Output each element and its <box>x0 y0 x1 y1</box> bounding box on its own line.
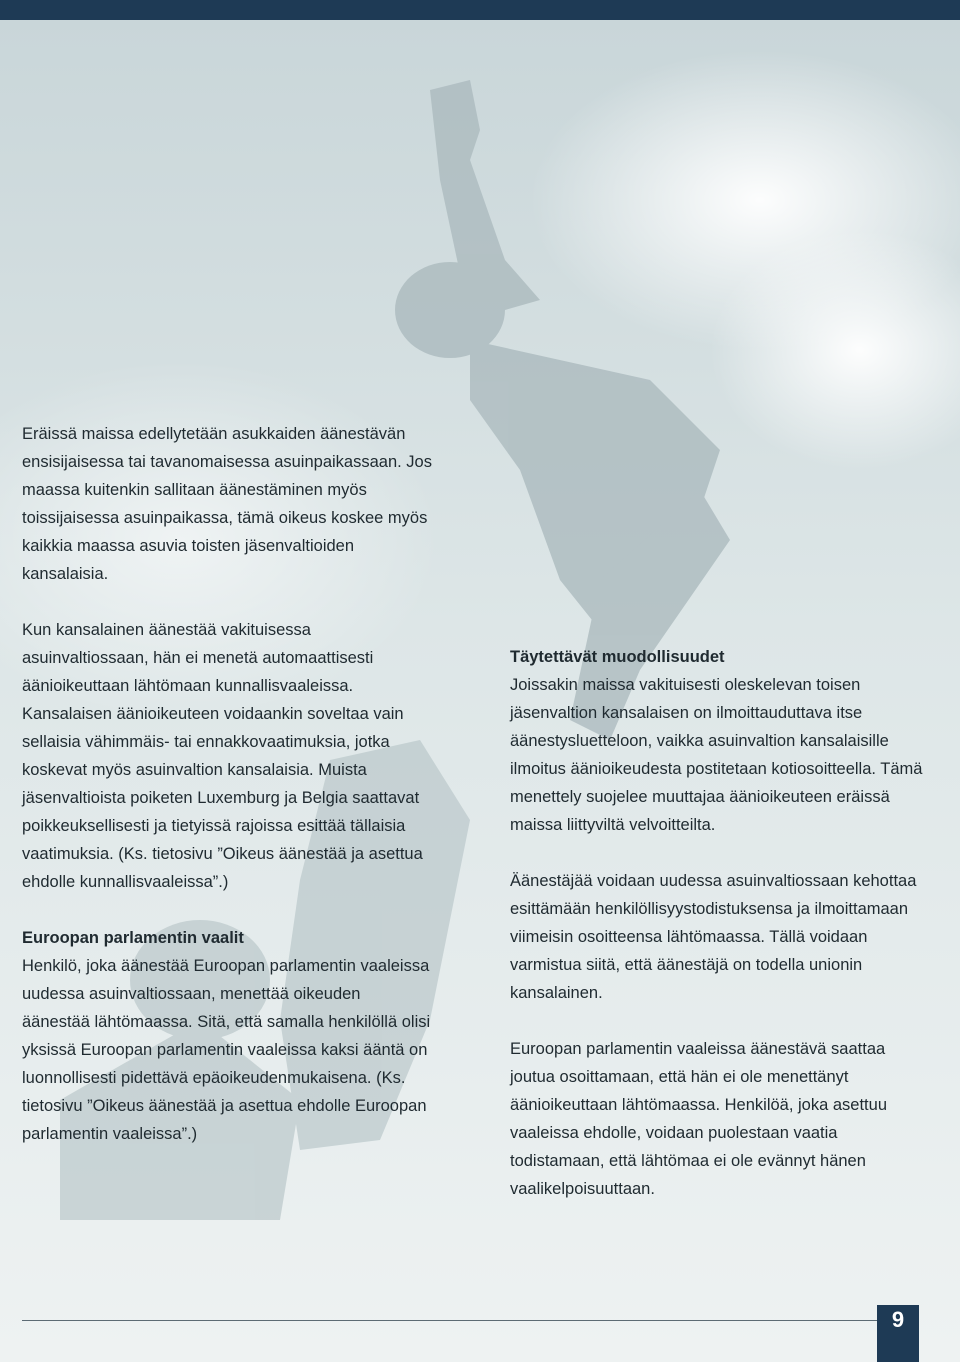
right-paragraph-3: Euroopan parlamentin vaaleissa äänestävä saattaa joutua osoittamaan, että hän ei ole menettänyt äänioikeuttaan lähtömaassa. Henkilöä, joka asettuu vaaleissa ehdolle, voidaan puolestaan vaatia todistamaan, että lähtömaa ei ole evännyt hänen vaalikelpoisuuttaan. <box>510 1040 887 1198</box>
right-column <box>510 643 930 1231</box>
left-column <box>22 420 432 1176</box>
left-section-3 <box>22 924 432 1148</box>
page-number: 9 <box>877 1305 919 1362</box>
left-paragraph-2: Kun kansalainen äänestää vakituisessa asuinvaltiossaan, hän ei menetä automaattisesti äänioikeuttaan lähtömaan kunnallisvaaleissa. Kansalaisen äänioikeuteen voidaankin soveltaa vain sellaisia vähimmäis- tai ennakkovaatimuksia, jotka koskevat myös asuinvaltion kansalaisia. Muista jäsenvaltioista poiketen Luxemburg ja Belgia saattavat poikkeuksellisesti ja tietyissä rajoissa esittää tällaisia vaatimuksia. (Ks. tietosivu ”Oikeus äänestää ja asettua ehdolle kunnallisvaaleissa”.) <box>22 621 423 891</box>
heading-formalities: Täytettävät muodollisuudet <box>510 648 725 666</box>
right-paragraph-1: Joissakin maissa vakituisesti oleskelevan toisen jäsenvaltion kansalaisen on ilmoittauduttava itse äänestysluetteloon, vaikka asuinvaltion kansalaisille ilmoitus äänioikeudesta postitetaan kotiosoitteella. Tämä menettely suojelee muuttajaa äänioikeuteen eräissä maissa liittyviltä velvoitteilta. <box>510 676 923 834</box>
right-section-1 <box>510 643 930 839</box>
left-paragraph-3: Henkilö, joka äänestää Euroopan parlamentin vaaleissa uudessa asuinvaltiossaan, menettää oikeuden äänestää lähtömaassa. Sitä, että samalla henkilöllä olisi yksissä Euroopan parlamentin vaaleissa kaksi ääntä on luonnollisesti pidettävä epäoikeudenmukaisena. (Ks. tietosivu ”Oikeus äänestää ja asettua ehdolle Euroopan parlamentin vaaleissa”.) <box>22 957 431 1143</box>
left-paragraph-1: Eräissä maissa edellytetään asukkaiden äänestävän ensisijaisessa tai tavanomaisessa asuinpaikassaan. Jos maassa kuitenkin sallitaan äänestäminen myös toissijaisessa asuinpaikassa, tämä oikeus koskee myös kaikkia maassa asuvia toisten jäsenvaltioiden kansalaisia. <box>22 425 432 583</box>
footer-rule <box>22 1320 877 1321</box>
heading-european-parliament-elections: Euroopan parlamentin vaalit <box>22 929 244 947</box>
top-color-bar <box>0 0 960 20</box>
right-paragraph-2: Äänestäjää voidaan uudessa asuinvaltiossaan kehottaa esittämään henkilöllisyystodistuksensa ja ilmoittamaan viimeisin osoitteensa lähtömaassa. Tällä voidaan varmistua siitä, että äänestäjä on todella unionin kansalainen. <box>510 872 917 1002</box>
